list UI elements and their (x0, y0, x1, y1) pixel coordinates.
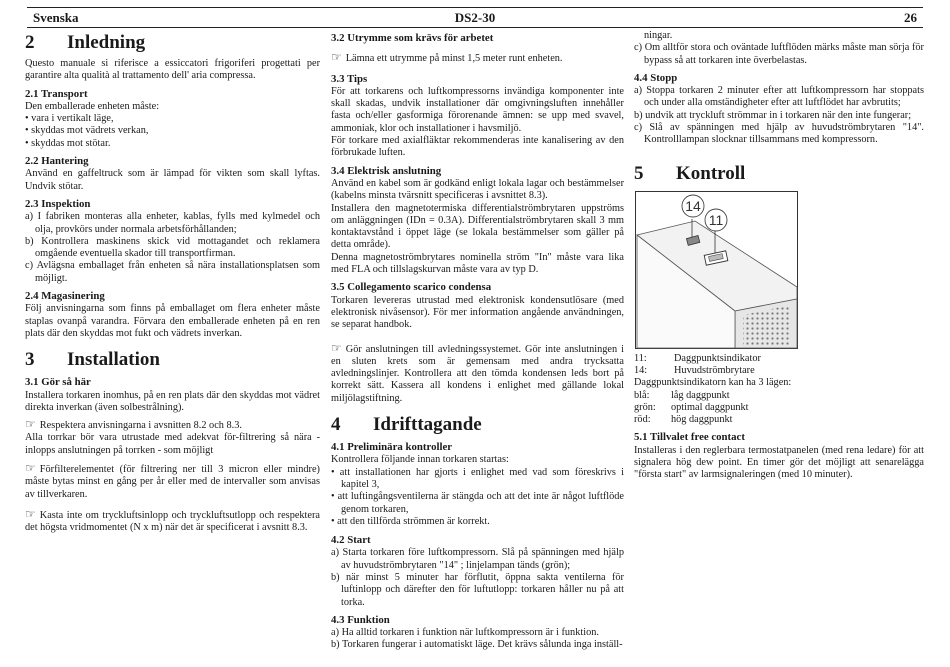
pointing-hand-icon: ☞ (331, 340, 342, 355)
pointing-hand-icon: ☞ (25, 417, 36, 432)
section-2-1-heading: 2.1 Transport (25, 87, 88, 100)
pointing-hand-icon: ☞ (331, 50, 342, 65)
section-4-heading: 4 Idrifttagande (331, 414, 482, 436)
section-3-3-text: För att torkarens och luftkompressorns invändiga komponenter inte skall skadas, undvik installationer där omgivningsluften innehåller fasta och/eller gasformiga förorenande ämnen: se upp med svavel, ammoniak, klor och installationer i havsmiljö. (331, 85, 624, 134)
section-3-3-text-2: För torkare med axialfläktar rekommenderas inte kanalisering av den förbrukade luften. (331, 135, 624, 159)
section-2-heading: 2 Inledning (25, 32, 146, 53)
pointing-hand-icon: ☞ (25, 506, 36, 521)
section-3-4-text-2: Installera den magnetotermiska differentialströmbrytaren uppströms om anläggningen (IDn = 0.3A). Differentialströmbrytaren skall 3 mm kontaktavstånd i öppet läge (se lokala bestämmelser som gäller på detta område). (331, 202, 624, 251)
column-left (25, 30, 320, 535)
list-item: • att luftingångsventilerna är stängda och att det inte är något luftflöde genom torkaren, (331, 491, 624, 515)
section-4-1-text: Kontrollera följande innan torkaren startas: (331, 454, 509, 466)
list-item: • skyddas mot stötar. (25, 137, 111, 149)
list-item: c) Om alltför stora och oväntade luftflöden märks måste man sörja för bypass så att torkaren inte överbelastas. (634, 42, 924, 66)
list-item: a) Ha alltid torkaren i funktion när luftkompressorn är i funktion. (331, 627, 599, 639)
section-2-intro: Questo manuale si riferisce a essiccatori frigoriferi progettati per garantire alta qualità al trattamento dell' aria compressa. (25, 58, 320, 82)
section-3-4-text-3: Denna magnetoströmbrytares nominella ström "In" måste vara lika med FLA och tillslagskurvan måste vara av typ D. (331, 251, 624, 276)
figure-label-11: 11 (708, 211, 724, 228)
note: ☞ Förfilterelementet (för filtrering ner till 3 micron eller mindre) måste bytas minst en gång per år eller med de intervaller som anvisas av tillverkaren. (25, 461, 320, 500)
pointing-hand-icon: ☞ (25, 461, 36, 476)
list-item: c) Avlägsna emballaget från enheten så nära installationsplatsen som möjligt. (25, 260, 320, 284)
section-2-3-heading: 2.3 Inspektion (25, 197, 91, 210)
section-3-2-heading: 3.2 Utrymme som krävs för arbetet (331, 32, 494, 44)
section-2-4-text: Följ anvisningarna som finns på emballaget om flera enheter måste staplas ovanpå varandra. Förvara den emballerade enheten på en ren plats där den skyddas mot fukt och vädrets inverkan. (25, 303, 320, 339)
section-3-heading: 3 Installation (25, 349, 160, 371)
list-item: a) Starta torkaren före luftkompressorn. Slå på spänningen med hjälp av huvudströmbrytaren "14" ; linjelampan tänds (grön); (331, 547, 624, 571)
header-language: Svenska (33, 10, 79, 25)
section-3-5-text: Torkaren levereras utrustad med elektronisk kondensutlösare (med elektronisk nivåsensor). För mer information angående användningen, se separat handbok. (331, 294, 624, 331)
state-row: blå: låg daggpunkt (634, 389, 730, 401)
section-4-4-heading: 4.4 Stopp (634, 71, 678, 84)
header-page-number: 26 (904, 10, 917, 25)
section-3-1-heading: 3.1 Gör så här (25, 376, 91, 389)
section-5-1-text: Installeras i den reglerbara termostatpanelen (med rena ledare) för att signalera hög dew point. En timer gör det möjligt att senarelägga "första start" av larmsignaleringen (med 10 minuter). (634, 444, 924, 481)
section-4-1-heading: 4.1 Preliminära kontroller (331, 441, 453, 454)
state-row: röd: hög daggpunkt (634, 414, 733, 426)
section-5-1-heading: 5.1 Tillvalet free contact (634, 431, 745, 444)
section-2-2-heading: 2.2 Hantering (25, 155, 89, 168)
legend-row: 11: Daggpunktsindikator (634, 352, 761, 364)
column-middle (331, 30, 624, 652)
continued-text: ningar. (644, 30, 673, 41)
note: ☞ Respektera anvisningarna i avsnitten 8.2 och 8.3. (25, 417, 242, 432)
list-item: a) Stoppa torkaren 2 minuter efter att luftkompressorn har stoppats och under alla omständigheter efter att luftflödet har avbrutits; (634, 85, 924, 109)
note: ☞ Lämna ett utrymme på minst 1,5 meter runt enheten. (331, 50, 563, 65)
section-3-3-heading: 3.3 Tips (331, 72, 368, 85)
note: ☞ Kasta inte om tryckluftsinlopp och tryckluftsutlopp och respektera det högsta vridmomentet (N x m) när det är specificerat i avsnitt 8.3. (25, 506, 320, 534)
note: ☞ Gör anslutningen till avledningssystemet. Gör inte anslutningen i en sluten krets som är gemensam med andra trycksatta avledningslinjer. Kontrollera att den tömda kondensen leds bort på korrekt sätt. Kassera all kondens i enlighet med gällande lokal miljölagstiftning. (331, 340, 624, 404)
section-3-4-text: Använd en kabel som är godkänd enligt lokala lagar och bestämmelser (kabelns minsta tvärsnitt specificeras i avsnittet 8.3). (331, 177, 624, 202)
list-item: c) Slå av spänningen med hjälp av huvudströmbrytaren "14". Kontrolllampan slocknar tillsammans med kompressorn. (634, 122, 924, 146)
list-item: b) undvik att tryckluft strömmar in i torkaren när den inte fungerar; (634, 109, 912, 121)
list-item: • vara i vertikalt läge, (25, 113, 114, 125)
section-2-2-text: Använd en gaffeltruck som är lämpad för vikten som skall lyftas. Undvik stötar. (25, 168, 320, 192)
section-5-heading: 5 Kontroll (634, 162, 746, 184)
section-3-1-text-2: Alla torrkar bör vara utrustade med adekvat för-filtrering så nära - inlopps anslutningen på torrken - som möjligt (25, 432, 320, 456)
section-3-5-heading: 3.5 Collegamento scarico condensa (331, 281, 492, 294)
section-3-1-text: Installera torkaren inomhus, på en ren plats där den skyddas mot vädret direkta inverkan (även solbestrålning). (25, 389, 320, 413)
section-4-2-heading: 4.2 Start (331, 534, 371, 547)
figure-label-14: 14 (685, 197, 701, 214)
state-row: grön: optimal daggpunkt (634, 401, 749, 413)
header-model: DS2-30 (454, 10, 496, 25)
column-right (634, 30, 924, 482)
section-2-4-heading: 2.4 Magasinering (25, 290, 105, 303)
page-header (27, 7, 923, 28)
section-4-3-heading: 4.3 Funktion (331, 613, 390, 626)
list-item: b) Torkaren fungerar i automatiskt läge. Det krävs sålunda inga inställ- (331, 639, 623, 651)
legend-text: Daggpunktsindikatorn kan ha 3 lägen: (634, 377, 792, 389)
list-item: • att installationen har gjorts i enlighet med vad som föreskrivs i kapitel 3, (331, 466, 624, 490)
legend-row: 14: Huvudströmbrytare (634, 364, 755, 376)
section-3-4-heading: 3.4 Elektrisk anslutning (331, 164, 442, 177)
list-item: b) Kontrollera maskinens skick vid mottagandet och reklamera omgående eventuella skador till transportfirman. (25, 235, 320, 260)
list-item: • skyddas mot vädrets verkan, (25, 125, 149, 137)
list-item: b) när minst 5 minuter har förflutit, öppna sakta ventilerna för luftinlopp och därefter den för luftutlopp: torkaren håller nu på att torka. (331, 571, 624, 608)
list-item: • att den tillförda strömmen är korrekt. (331, 515, 490, 527)
section-2-1-text: Den emballerade enheten måste: (25, 100, 160, 112)
control-panel-figure (635, 191, 798, 349)
list-item: a) I fabriken monteras alla enheter, kablas, fylls med kylmedel och olja, provkörs under normala arbetsförhållanden; (25, 211, 320, 235)
